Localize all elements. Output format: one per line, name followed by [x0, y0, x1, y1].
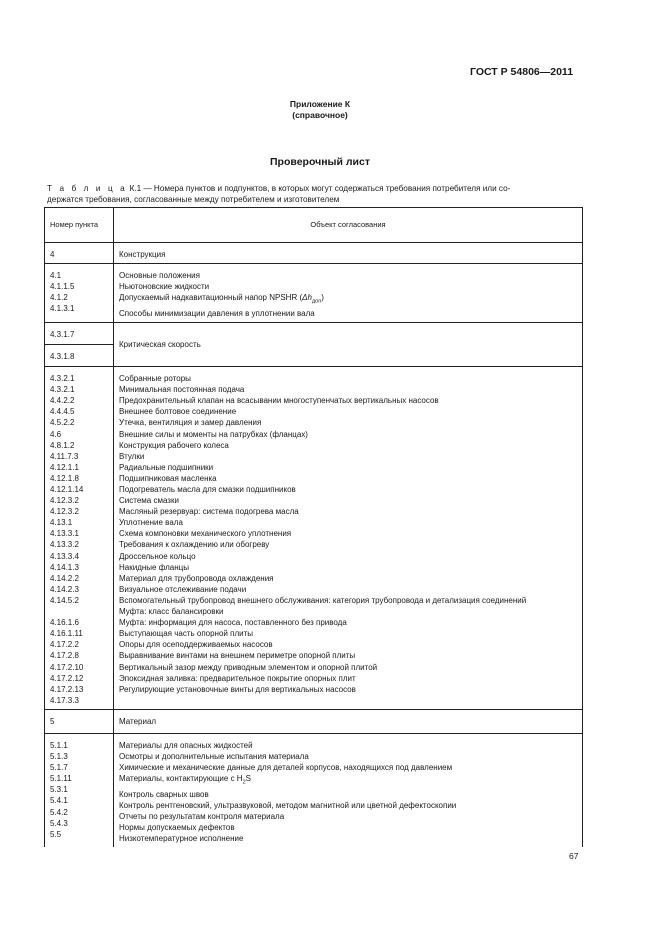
npshr-close: ) [321, 293, 324, 303]
subject-item: Муфта: информация для насоса, поставленного без привода [119, 618, 347, 628]
subject-item: Контроль рентгеновский, ультразвуковой, методом магнитной или цветной дефектоскопии [119, 801, 457, 811]
subject-item: Критическая скорость [114, 323, 583, 367]
clause-number: 4.17.3.3 [50, 695, 79, 705]
caption-text: К.1 — Номера пунктов и подпунктов, в которых могут содержаться требования потребителя или со- [127, 184, 511, 193]
table-row [45, 264, 583, 323]
clause-number: 5.1.11 [50, 774, 72, 784]
clause-number: 4.14.2.2 [50, 573, 79, 583]
subject-item: Внешнее болтовое соединение [119, 407, 237, 417]
clause-number: 4.14.2.3 [50, 584, 79, 594]
clause-number: 4.1.3.1 [50, 304, 75, 314]
subject-item: Вспомогательный трубопровод внешнего обслуживания: категория трубопровода и детализация соединений [119, 595, 527, 605]
h2s-subscript: 2 [242, 779, 246, 786]
clause-number: 4.12.3.2 [50, 507, 79, 517]
subject-item: Минимальная постоянная подача [119, 385, 245, 395]
annex-heading [0, 99, 640, 121]
column-header-subject: Объект согласования [114, 208, 583, 243]
table-caption [47, 183, 592, 205]
clause-number: 5.1.3 [50, 752, 68, 762]
section-number: 5 [45, 709, 114, 733]
column-header-clause: Номер пункта [45, 208, 114, 243]
subject-item: Отчеты по результатам контроля материала [119, 812, 285, 822]
section-row-construction [45, 243, 583, 264]
caption-text-line2: держатся требования, согласованные между потребителем и изготовителем [47, 195, 340, 204]
caption-label: Т а б л и ц а [47, 184, 128, 193]
clause-number: 4.3.1.7 [45, 323, 114, 345]
clause-number: 4.13.3.2 [50, 540, 79, 550]
page-title: Проверочный лист [270, 156, 370, 168]
clause-number: 5.1.7 [50, 763, 68, 773]
subject-item: Контроль сварных швов [119, 789, 209, 799]
subjects-cell [114, 264, 583, 323]
subject-item: Система смазки [119, 496, 179, 506]
clause-number: 4.12.1.1 [50, 462, 79, 472]
clause-number: 4.5.2.2 [50, 418, 75, 428]
clause-number: 4.17.2.10 [50, 662, 84, 672]
npshr-symbol: Δh [302, 293, 312, 303]
subject-item: Ньютоновские жидкости [119, 282, 210, 292]
clause-numbers-cell [45, 264, 114, 323]
subject-item-npshr [119, 292, 577, 308]
subject-item: Предохранительный клапан на всасывании многоступенчатых вертикальных насосов [119, 396, 439, 406]
clause-numbers-cell [45, 733, 114, 847]
npshr-text: Допускаемый надкавитационный напор NPSHR ( [119, 293, 303, 303]
subject-item: Визуальное отслеживание подачи [119, 584, 247, 594]
subject-item: Собранные роторы [119, 374, 191, 384]
section-title: Материал [114, 709, 583, 733]
clause-number: 4.1 [50, 271, 62, 281]
section-number: 4 [45, 243, 114, 264]
clause-number: 4.17.2.8 [50, 651, 79, 661]
clause-number: 4.6 [50, 429, 62, 439]
clause-number: 4.11.7.3 [50, 451, 79, 461]
clause-number: 5.4.3 [50, 818, 68, 828]
subject-item: Подогреватель масла для смазки подшипников [119, 485, 296, 494]
clause-number: 4.14.5.2 [50, 595, 79, 605]
subject-item: Основные положения [119, 271, 200, 281]
clause-numbers-cell [45, 367, 114, 710]
subject-item: Химические и механические данные для деталей корпусов, находящихся под давлением [119, 763, 453, 773]
subject-item: Выступающая часть опорной плиты [119, 629, 253, 639]
subject-item: Регулирующие установочные винты для вертикальных насосов [119, 684, 356, 694]
clause-number: 4.17.2.2 [50, 640, 79, 650]
clause-number: 4.13.3.4 [50, 551, 79, 561]
clause-number: 5.3.1 [50, 785, 68, 795]
clause-number: 4.12.3.2 [50, 496, 79, 506]
subject-item: Материал для трубопровода охлаждения [119, 573, 274, 583]
clause-number: 4.13.1 [50, 518, 73, 528]
clause-number: 4.4.2.2 [50, 396, 75, 406]
subject-item: Осмотры и дополнительные испытания материала [119, 752, 309, 762]
subject-item: Дроссельное кольцо [119, 551, 196, 561]
subject-item: Эпоксидная заливка: предварительное покрытие опорных плит [119, 673, 356, 683]
annex-note: (справочное) [292, 110, 348, 120]
h2s-end: S [245, 774, 251, 784]
subject-item: Конструкция рабочего колеса [119, 440, 229, 450]
clause-number: 4.3.2.1 [50, 374, 75, 384]
annex-title: Приложение К [289, 99, 351, 109]
clause-number: 5.4.1 [50, 796, 68, 806]
clause-number: 4.4.4.5 [50, 407, 75, 417]
subjects-cell [114, 733, 583, 847]
table-row [45, 323, 583, 345]
clause-number: 4.17.2.12 [50, 673, 84, 683]
page-number: 67 [569, 851, 579, 861]
clause-number: 4.13.3.1 [50, 529, 79, 539]
subject-item: Способы минимизации давления в уплотнении вала [119, 308, 315, 318]
clause-number: 5.1.1 [50, 740, 68, 750]
clause-number: 4.16.1.6 [50, 618, 79, 628]
subject-item: Радиальные подшипники [119, 462, 214, 472]
h2s-text: Материалы, контактирующие с H [119, 774, 243, 784]
document-code: ГОСТ Р 54806—2011 [470, 66, 574, 78]
clause-number: 4.16.1.11 [50, 629, 83, 639]
subject-item: Нормы допускаемых дефектов [119, 823, 235, 833]
section-row-material [45, 709, 583, 733]
subject-item: Выравнивание винтами на внешнем периметре опорной плиты [119, 651, 356, 661]
clause-number: 4.1.1.5 [50, 282, 75, 292]
table-row [45, 733, 583, 847]
subject-item: Утечка, вентиляция и замер давления [119, 418, 262, 428]
subject-item: Масляный резервуар: система подогрева масла [119, 507, 299, 517]
clause-number: 4.17.2.13 [50, 684, 84, 694]
subject-item: Требования к охлаждению или обогреву [119, 540, 270, 550]
subjects-cell [114, 367, 583, 710]
clause-number: 5.4.2 [50, 807, 68, 817]
clause-number-spacer [50, 606, 108, 617]
subject-item: Подшипниковая масленка [119, 473, 217, 483]
subject-item: Уплотнение вала [119, 518, 183, 528]
clause-number: 4.12.1.8 [50, 473, 79, 483]
clause-number: 5.5 [50, 829, 62, 839]
clause-number: 4.3.2.1 [50, 385, 75, 395]
subject-item: Материалы для опасных жидкостей [119, 740, 253, 750]
subject-item: Низкотемпературное исполнение [119, 834, 244, 844]
subject-item-h2s [119, 773, 577, 789]
subject-item: Муфта: класс балансировки [119, 607, 224, 617]
clause-number: 4.14.1.3 [50, 562, 79, 572]
clause-number: 4.1.2 [50, 293, 68, 303]
clause-number: 4.3.1.8 [45, 345, 114, 367]
checklist-table [44, 207, 583, 847]
table-row [45, 367, 583, 710]
subject-item: Схема компоновки механического уплотнения [119, 529, 292, 539]
section-title: Конструкция [114, 243, 583, 264]
table-header-row [45, 208, 583, 243]
subject-item: Втулки [119, 451, 145, 461]
subject-item: Внешние силы и моменты на патрубках (фланцах) [119, 429, 308, 439]
subject-item: Вертикальный зазор между приводным элементом и опорной плитой [119, 662, 378, 672]
subject-item: Накидные фланцы [119, 562, 189, 572]
npshr-subscript: доп [311, 298, 322, 305]
subject-item: Опоры для осеподдерживаемых насосов [119, 640, 273, 650]
clause-number: 4.12.1.14 [50, 485, 84, 494]
clause-number: 4.8.1.2 [50, 440, 75, 450]
